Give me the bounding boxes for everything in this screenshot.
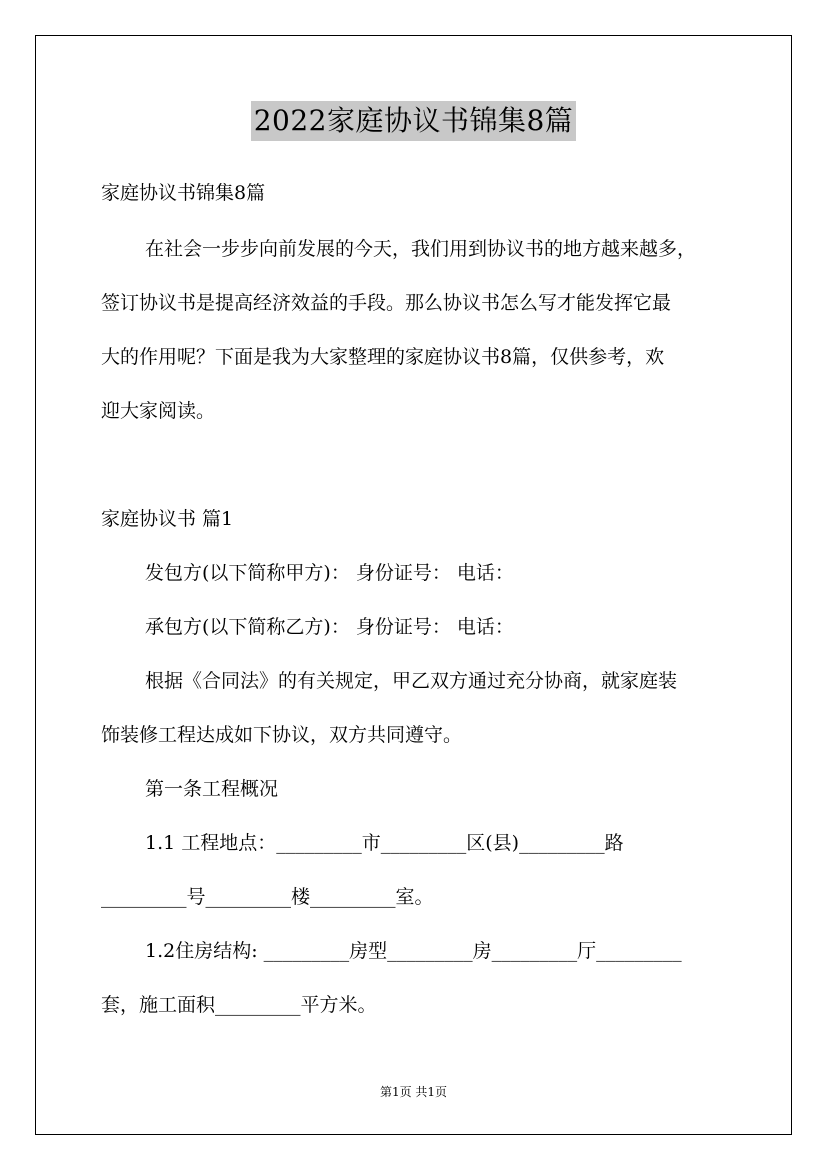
article-heading: 第一条工程概况 [145, 778, 279, 800]
body-line-basis-1: 根据《合同法》的有关规定，甲乙双方通过充分协商，就家庭装 [145, 670, 678, 692]
body-line-location-2: _________号_________楼_________室。 [101, 886, 434, 908]
page-footer: 第1页 共1页 [379, 1085, 448, 1099]
body-line-employer: 发包方(以下简称甲方)： 身份证号： 电话： [145, 562, 514, 584]
document-title: 2022家庭协议书锦集8篇 [251, 101, 577, 141]
intro-line-1: 在社会一步步向前发展的今天，我们用到协议书的地方越来越多， [145, 238, 697, 260]
body-line-basis-2: 饰装修工程达成如下协议，双方共同遵守。 [101, 724, 463, 746]
intro-line-2: 签订协议书是提高经济效益的手段。那么协议书怎么写才能发挥它最 [101, 292, 672, 314]
title-container [0, 101, 827, 141]
document-subtitle: 家庭协议书锦集8篇 [101, 182, 266, 204]
section-heading: 家庭协议书 篇1 [101, 508, 234, 530]
intro-line-4: 迎大家阅读。 [101, 400, 216, 422]
body-line-contractor: 承包方(以下简称乙方)： 身份证号： 电话： [145, 616, 514, 638]
body-line-structure-2: 套，施工面积_________平方米。 [101, 994, 377, 1016]
body-line-structure-1: 1.2住房结构: _________房型_________房_________厅_________ [145, 940, 682, 962]
body-line-location-1: 1.1 工程地点：_________市_________区(县)_________路 [145, 832, 624, 854]
intro-line-3: 大的作用呢？下面是我为大家整理的家庭协议书8篇，仅供参考，欢 [101, 346, 665, 368]
